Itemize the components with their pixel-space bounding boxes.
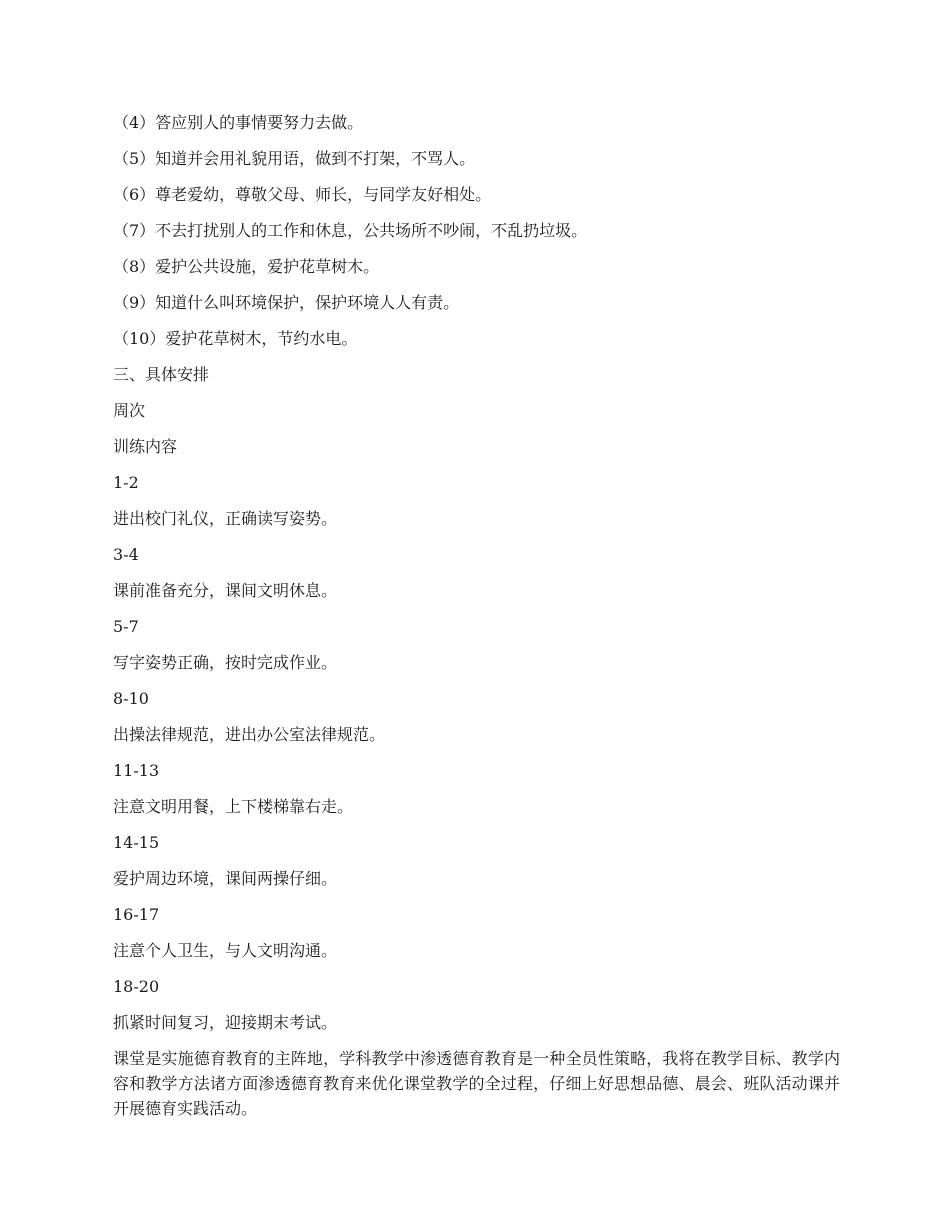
schedule-week: 14-15: [113, 833, 160, 852]
list-item: （8）爱护公共设施，爱护花草树木。: [113, 257, 380, 276]
list-item: （10）爱护花草树木，节约水电。: [113, 329, 358, 348]
schedule-content: 出操法律规范，进出办公室法律规范。: [113, 725, 386, 744]
schedule-week: 1-2: [113, 473, 139, 492]
list-item: （7）不去打扰别人的工作和休息，公共场所不吵闹，不乱扔垃圾。: [113, 221, 588, 240]
schedule-header-week: 周次: [113, 401, 146, 420]
schedule-week: 3-4: [113, 545, 139, 564]
schedule-content: 爱护周边环境，课间两操仔细。: [113, 869, 338, 888]
schedule-week: 16-17: [113, 905, 160, 924]
list-item: （4）答应别人的事情要努力去做。: [113, 113, 364, 132]
schedule-content: 注意文明用餐，上下楼梯靠右走。: [113, 797, 354, 816]
schedule-week: 11-13: [113, 761, 160, 780]
schedule-content: 注意个人卫生，与人文明沟通。: [113, 941, 338, 960]
schedule-week: 5-7: [113, 617, 139, 636]
schedule-header-content: 训练内容: [113, 437, 178, 456]
schedule-content: 写字姿势正确，按时完成作业。: [113, 653, 338, 672]
schedule-content: 课前准备充分，课间文明休息。: [113, 581, 338, 600]
closing-paragraph: 课堂是实施德育教育的主阵地，学科教学中渗透德育教育是一种全员性策略，我将在教学目标、教学内容和教学方法诸方面渗透德育教育来优化课堂教学的全过程，仔细上好思想品德、晨会、班队活动课并开展德育实践活动。: [113, 1049, 840, 1118]
list-item: （6）尊老爱幼，尊敬父母、师长，与同学友好相处。: [113, 185, 492, 204]
schedule-content: 抓紧时间复习，迎接期末考试。: [113, 1013, 338, 1032]
schedule-week: 8-10: [113, 689, 149, 708]
schedule-content: 进出校门礼仪，正确读写姿势。: [113, 509, 338, 528]
list-item: （9）知道什么叫环境保护，保护环境人人有责。: [113, 293, 460, 312]
list-item: （5）知道并会用礼貌用语，做到不打架，不骂人。: [113, 149, 476, 168]
section-heading: 三、具体安排: [113, 365, 210, 384]
schedule-week: 18-20: [113, 977, 160, 996]
